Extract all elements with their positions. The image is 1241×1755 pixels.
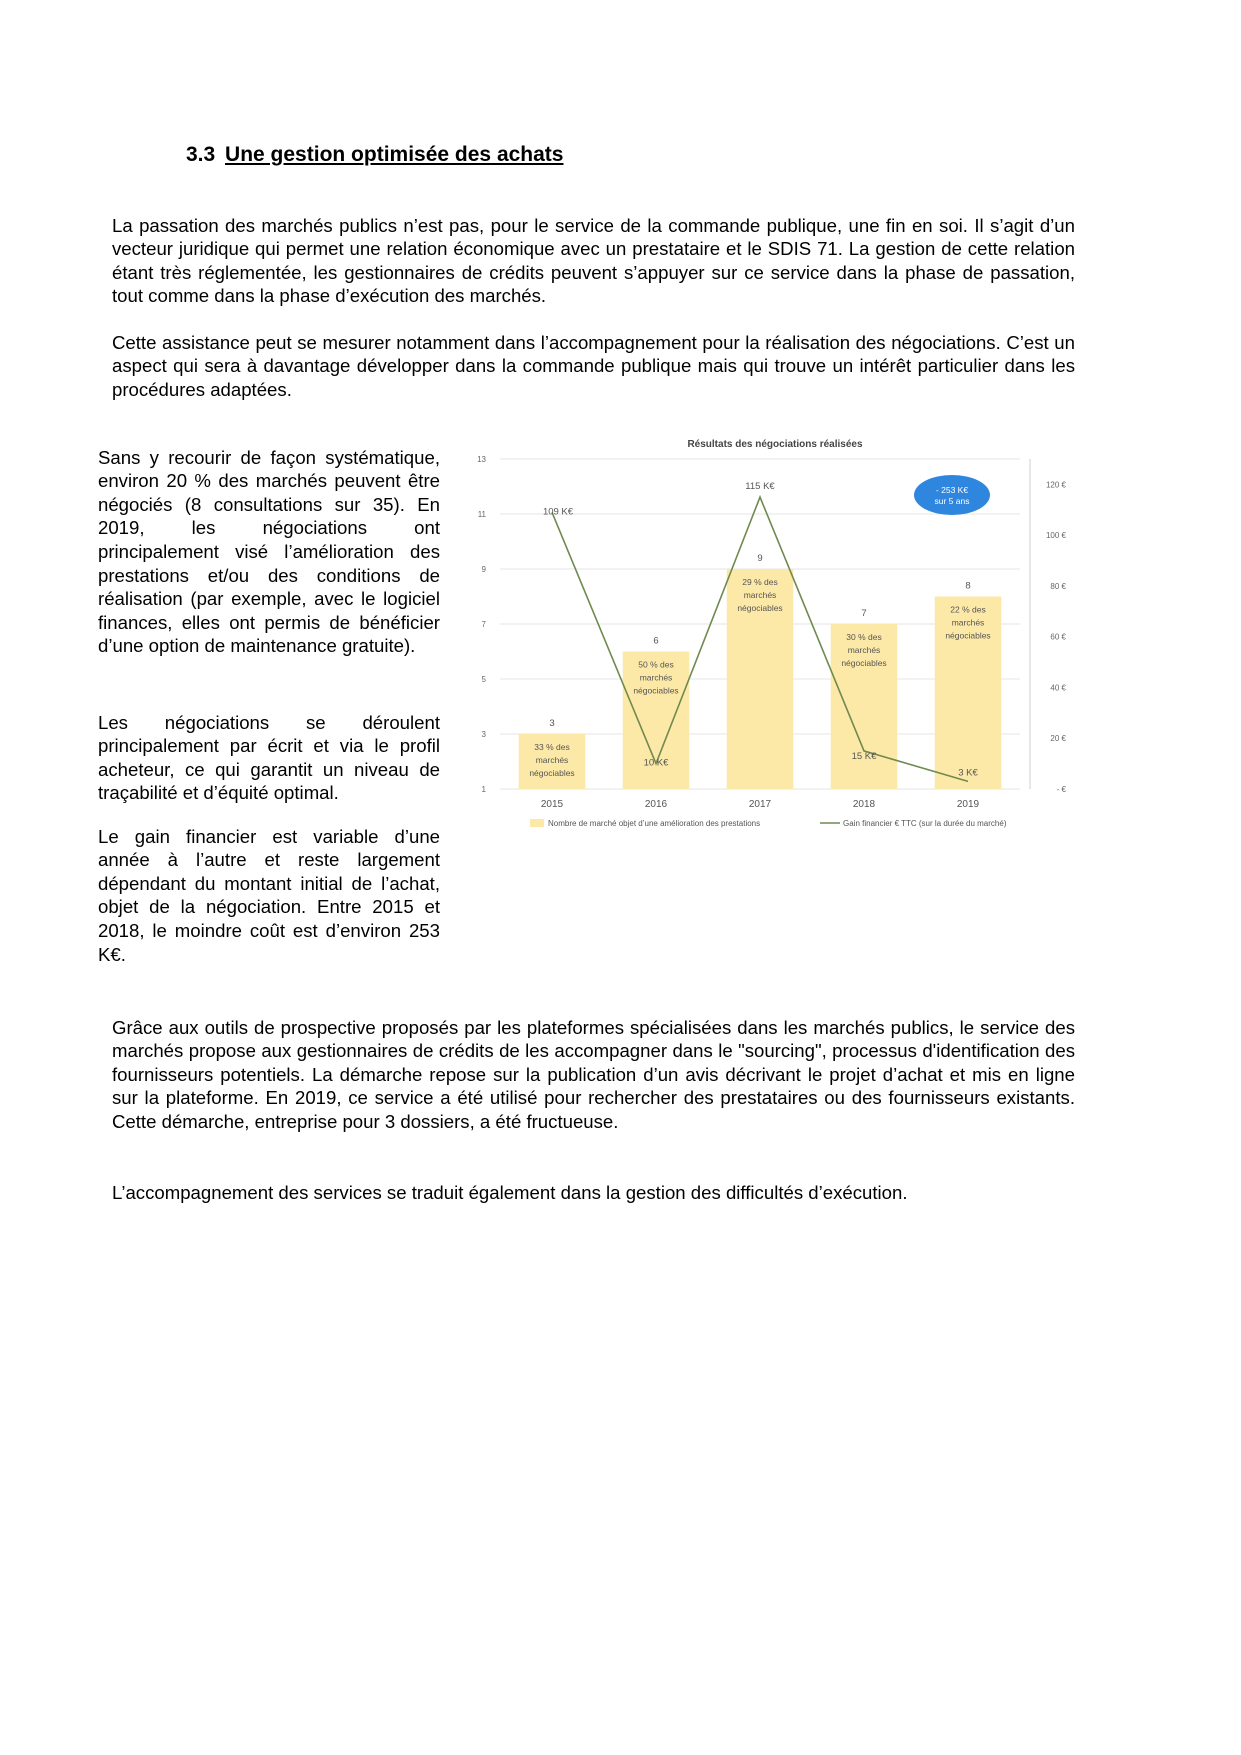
right-tick-label: 60 €: [1050, 632, 1066, 642]
side-paragraph-negotiation-rate: Sans y recourir de façon systématique, environ 20 % des marchés peuvent être négociés (8 consultations sur 35). En 2019, les négociations ont principalement visé l’amélioration des prestations et/ou des conditions de réalisation (par exemple, avec le logiciel finances, elles ont permis de bénéficier d’une option de maintenance gratuite).: [98, 446, 440, 657]
annotation-text: sur 5 ans: [934, 496, 970, 506]
annotation-bubble: [914, 475, 990, 515]
line-value-label: 109 K€: [542, 506, 574, 518]
paragraph-sourcing: Grâce aux outils de prospective proposés par les plateformes spécialisées dans les marchés publics, le service des marchés propose aux gestionnaires de crédits de les accompagner dans le "sourcing", processus d'identification des fournisseurs potentiels. La démarche repose sur la publication d’un avis décrivant le projet d’achat et mis en ligne sur la plateforme. En 2019, ce service a été utilisé pour rechercher des prestataires ou des fournisseurs existants. Cette démarche, entreprise pour 3 dossiers, a été fructueuse.: [112, 1016, 1075, 1132]
bar-inner-label: 29 % des: [742, 577, 778, 587]
line-value-label: 10 K€: [643, 757, 669, 769]
x-tick-label: 2017: [748, 799, 772, 810]
right-tick-label: - €: [1056, 785, 1066, 794]
bar-inner-label: négociables: [633, 685, 679, 696]
bar-inner-label: 30 % des: [846, 632, 882, 642]
chart-legend: [530, 819, 1007, 828]
bar-inner-label: marchés: [847, 645, 881, 655]
legend-label-line: Gain financier € TTC (sur la durée du marché): [843, 819, 1007, 828]
right-tick-label: 20 €: [1050, 734, 1066, 744]
bar-value-label: 3: [549, 718, 555, 729]
right-tick-label: 80 €: [1050, 581, 1066, 591]
negotiation-results-chart: [450, 427, 1080, 837]
x-tick-label: 2015: [540, 799, 564, 810]
paragraph-execution: L’accompagnement des services se traduit également dans la gestion des difficultés d’exécution.: [112, 1181, 908, 1203]
right-axis-ticks: [1046, 480, 1067, 794]
side-paragraph-financial-gain: Le gain financier est variable d’une année à l’autre et reste largement dépendant du montant initial de l’achat, objet de la négociation. Entre 2015 et 2018, le moindre coût est d’environ 253 K€.: [98, 825, 440, 965]
bar-inner-label: négociables: [841, 658, 887, 668]
left-tick-label: 11: [477, 510, 486, 519]
bar-inner-label: 22 % des: [950, 604, 986, 615]
section-heading: [186, 143, 563, 167]
bar-series: [519, 553, 1002, 789]
summary-annotation: [914, 475, 990, 515]
bar-inner-label: négociables: [529, 768, 575, 778]
left-axis-ticks: [477, 455, 486, 794]
chart-title: Résultats des négociations réalisées: [687, 439, 863, 450]
bar-value-label: 9: [757, 553, 763, 564]
right-tick-label: 40 €: [1050, 683, 1066, 693]
bar-value-label: 8: [965, 580, 971, 592]
paragraph-assistance: Cette assistance peut se mesurer notamment dans l’accompagnement pour la réalisation des négociations. C’est un aspect qui sera à davantage développer dans la commande publique mais qui trouve un intérêt particulier dans les procédures adaptées.: [112, 331, 1075, 400]
bar-inner-label: marchés: [639, 672, 673, 683]
annotation-text: - 253 K€: [935, 485, 969, 495]
bar-inner-label: 50 % des: [638, 659, 674, 670]
side-paragraph-negotiation-process: Les négociations se déroulent principalement par écrit et via le profil acheteur, ce qui garantit un niveau de traçabilité et d’équité optimal.: [98, 711, 440, 804]
bar-value-label: 7: [861, 608, 867, 619]
bar-inner-label: marchés: [951, 617, 985, 628]
paragraph-intro: La passation des marchés publics n’est pas, pour le service de la commande publique, une fin en soi. Il s’agit d’un vecteur juridique qui permet une relation économique avec un prestataire et le SDIS 71. La gestion de cette relation étant très réglementée, les gestionnaires de crédits peuvent s’appuyer sur ce service dans la phase de passation, tout comme dans la phase d’exécution des marchés.: [112, 214, 1075, 307]
line-value-label: 15 K€: [851, 750, 877, 762]
line-value-label: 115 K€: [745, 481, 775, 493]
section-number: 3.3: [186, 143, 216, 166]
legend-swatch-bars: [530, 819, 544, 827]
bar-inner-label: marchés: [535, 755, 569, 765]
legend-label-bars: Nombre de marché objet d’une amélioration des prestations: [548, 819, 761, 828]
left-tick-label: 9: [481, 565, 486, 574]
left-tick-label: 5: [481, 675, 486, 684]
right-tick-label: 120 €: [1045, 480, 1066, 490]
right-tick-label: 100 €: [1045, 531, 1066, 541]
x-axis-labels: [541, 799, 980, 810]
bar-value-label: 6: [653, 635, 659, 647]
bar-inner-label: négociables: [737, 603, 783, 613]
bar-inner-label: 33 % des: [534, 742, 570, 752]
bar-inner-label: marchés: [743, 590, 777, 600]
x-tick-label: 2018: [852, 799, 876, 810]
section-title: Une gestion optimisée des achats: [225, 143, 564, 166]
x-tick-label: 2016: [644, 799, 668, 810]
bar-inner-label: négociables: [945, 630, 991, 641]
x-tick-label: 2019: [956, 799, 980, 810]
left-tick-label: 13: [477, 455, 486, 464]
left-tick-label: 1: [481, 785, 486, 794]
line-value-label: 3 K€: [958, 767, 978, 779]
left-tick-label: 3: [481, 730, 486, 739]
left-tick-label: 7: [481, 620, 486, 629]
bar-2017: [727, 569, 794, 789]
